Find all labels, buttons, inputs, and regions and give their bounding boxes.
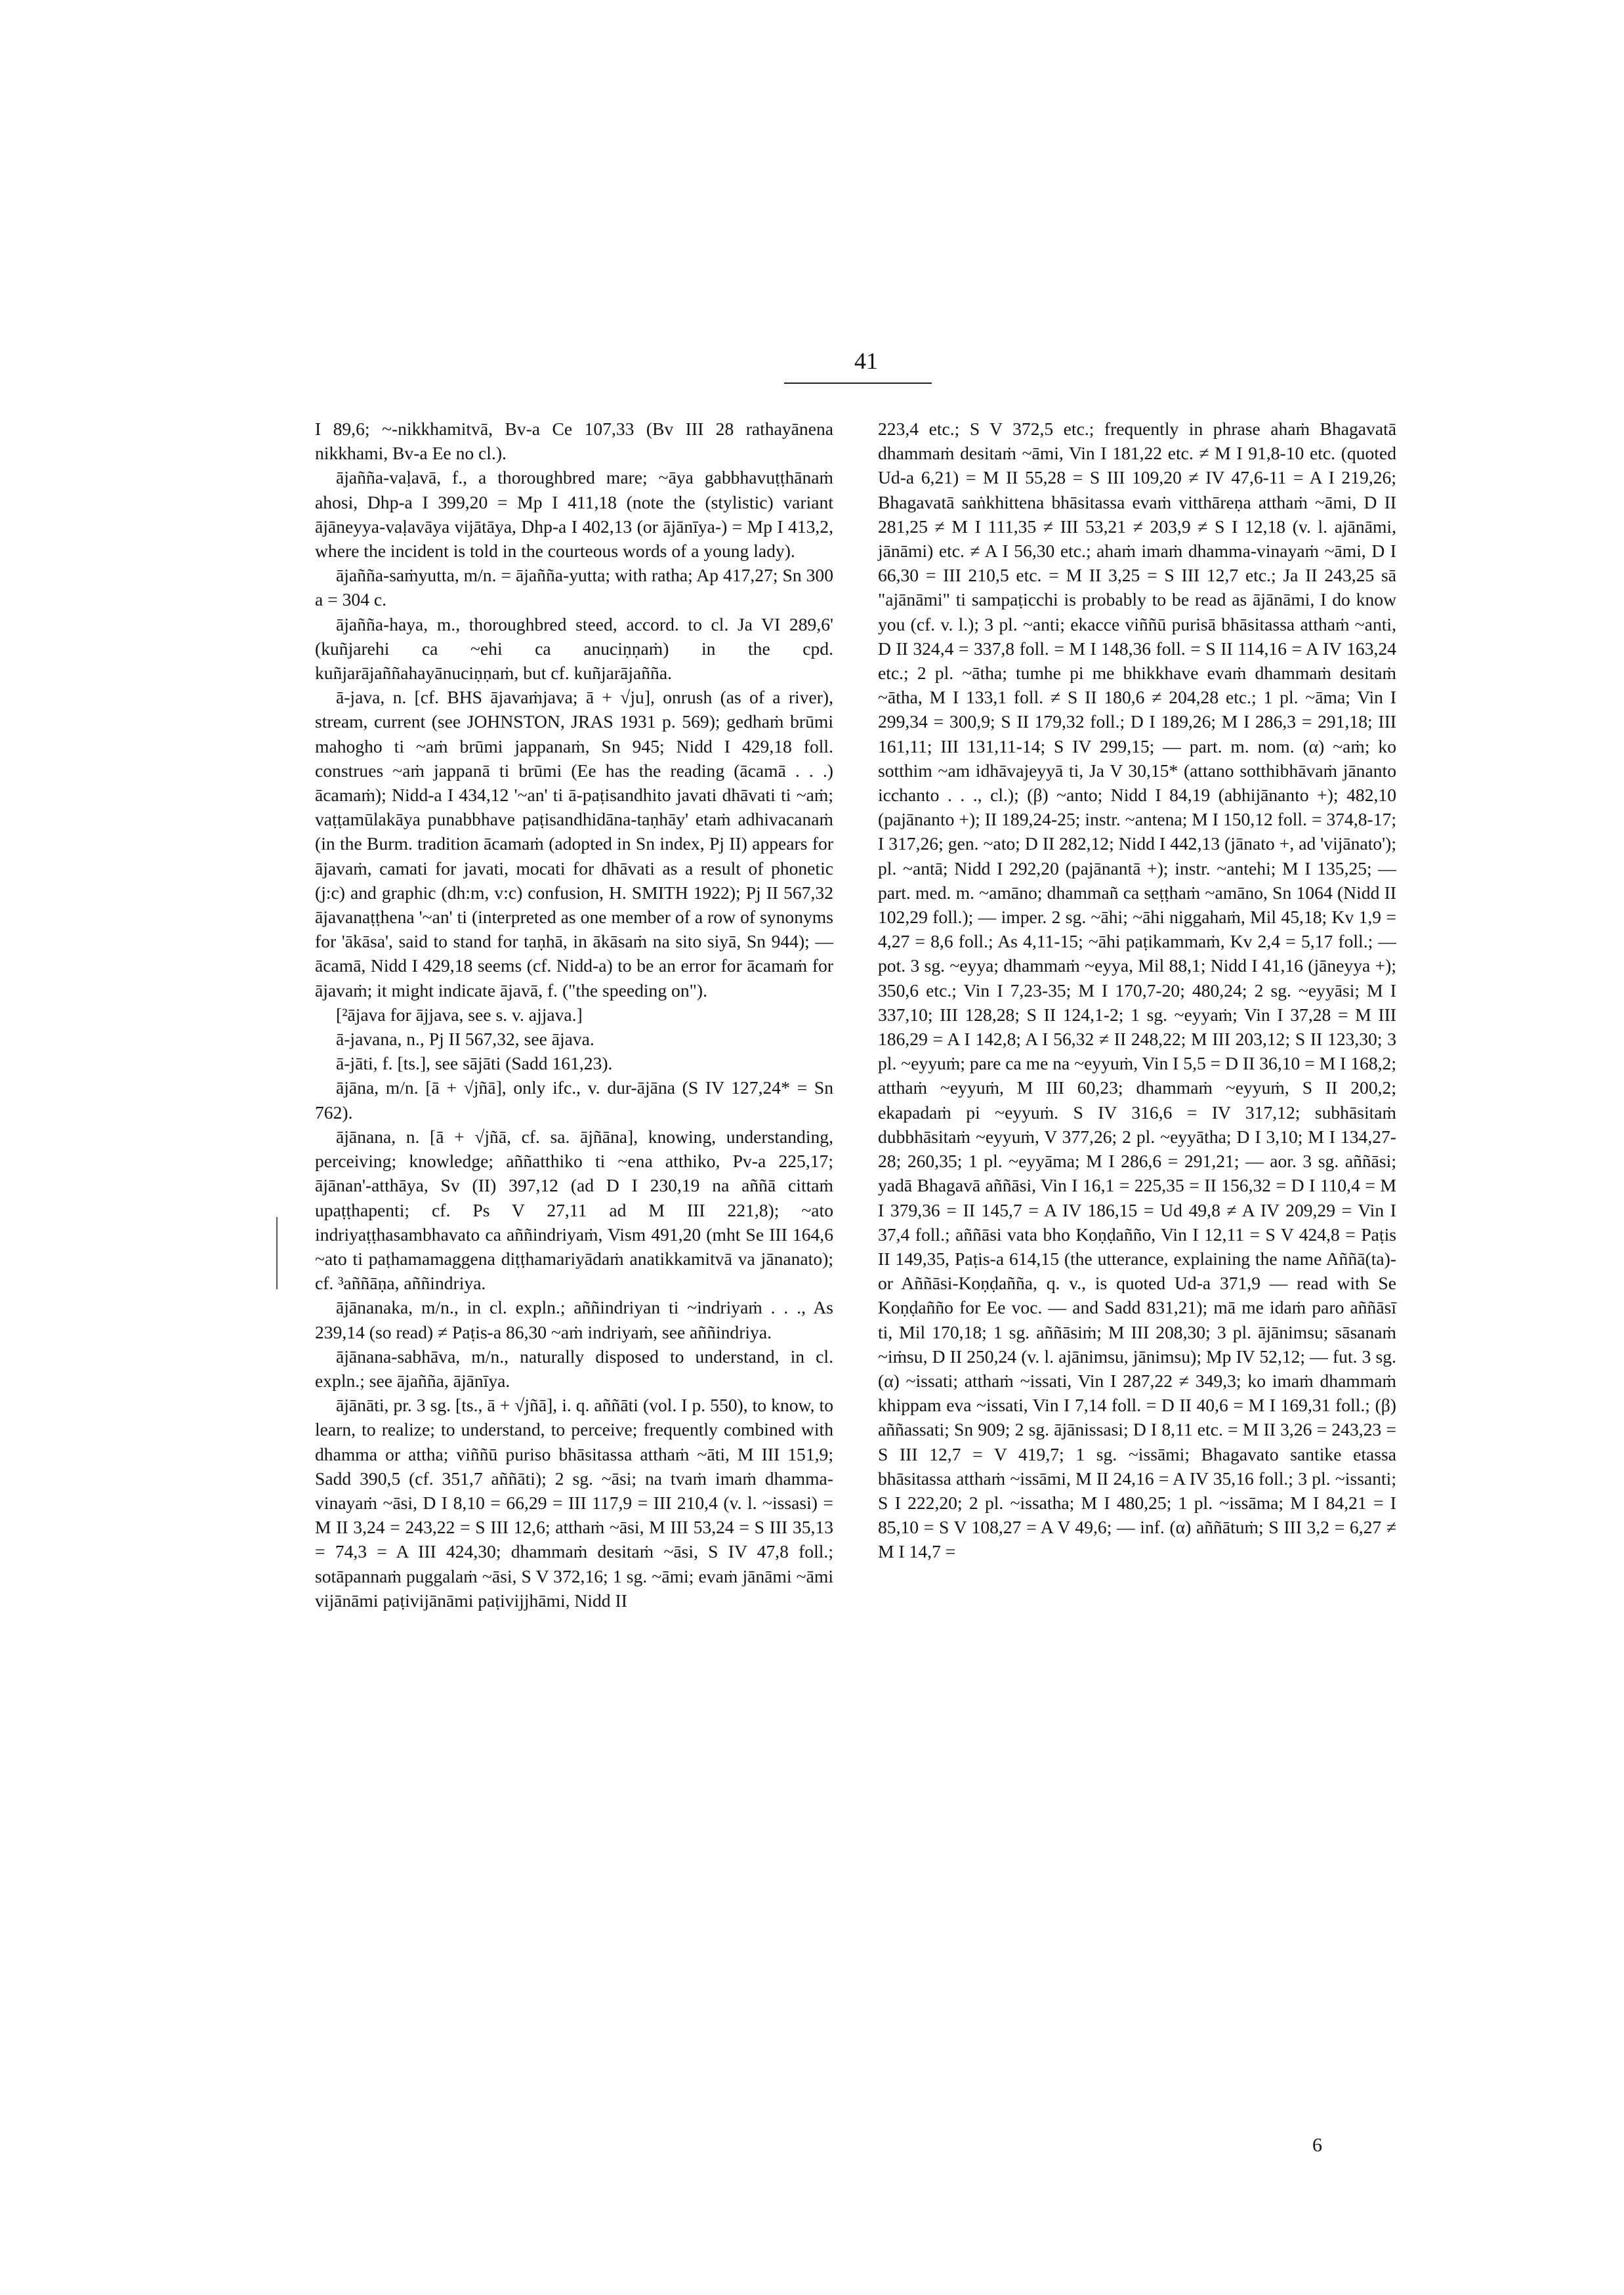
header-rule	[784, 382, 932, 384]
entry-ajanana: ājānana, n. [ā + √jñā, cf. sa. ājñāna], knowing, understanding, perceiving; knowledge; aññatthiko ti ~ena atthiko, Pv-a 225,17; ājānan'-atthāya, Sv (II) 397,12 (ad D I 230,19 na aññā cittaṁ upaṭṭhapenti; cf. Ps V 27,11 ad M III 221,8); ~ato indriyaṭṭhasambhavato ca aññindriyaṁ, Vism 491,20 (mht Se III 164,6 ~ato ti paṭhamamaggena diṭṭhamariyādaṁ anatikkamitvā va jānanato); cf. ³aññāṇa, aññindriya.	[315, 1126, 833, 1294]
entry-ajanati-continued: 223,4 etc.; S V 372,5 etc.; frequently in phrase ahaṁ Bhagavatā dhammaṁ desitaṁ ~āmi, Vin I 181,22 etc. ≠ M I 91,8-10 etc. (quoted Ud-a 6,21) = M II 55,28 = S III 109,20 ≠ IV 47,6-11 = A I 219,26; Bhagavatā saṅkhittena bhāsitassa evaṁ vitthāreṇa atthaṁ ~āmi, D II 281,25 ≠ M I 111,35 ≠ III 53,21 ≠ 203,9 ≠ S I 12,18 (v. l. ajānāmi, jānāmi) etc. ≠ A I 56,30 etc.; ahaṁ imaṁ dhamma-vinayaṁ ~āmi, D I 66,30 = III 210,5 etc. = M II 3,25 = S III 12,7 etc.; Ja II 243,25 sā "ajānāmi" ti sampaṭicchi is probably to be read as ājānāmi, I do know you (cf. v. l.); 3 pl. ~anti; ekacce viññū purisā bhāsitassa atthaṁ ~anti, D II 324,4 = 337,8 foll. = M I 148,36 foll. = S II 114,16 = A IV 163,24 etc.; 2 pl. ~ātha; tumhe pi me bhikkhave evaṁ dhammaṁ desitaṁ ~ātha, M I 133,1 foll. ≠ S II 180,6 ≠ 204,28 etc.; 1 pl. ~āma; Vin I 299,34 = 300,9; S II 179,32 foll.; D I 189,26; M I 286,3 = 291,18; III 161,11; III 131,11-14; S IV 299,15; — part. m. nom. (α) ~aṁ; ko sotthim ~am idhāvajeyyā ti, Ja V 30,15* (attano sotthibhāvaṁ jānanto icchanto . . ., cl.); (β) ~anto; Nidd I 84,19 (abhijānanto +); 482,10 (pajānanto +); II 189,24-25; instr. ~antena; M I 150,12 foll. = 374,8-17; I 317,26; gen. ~ato; D II 282,12; Nidd I 442,13 (jānato +, ad 'vijānato'); pl. ~antā; Nidd I 292,20 (pajānantā +); instr. ~antehi; M I 135,25; — part. med. m. ~amāno; dhammañ ca seṭṭhaṁ ~amāno, Sn 1064 (Nidd II 102,29 foll.); — imper. 2 sg. ~āhi; ~āhi niggahaṁ, Mil 45,18; Kv 1,9 = 4,27 = 8,6 foll.; As 4,11-15; ~āhi paṭikammaṁ, Kv 2,4 = 5,17 foll.; — pot. 3 sg. ~eyya; dhammaṁ ~eyya, Mil 88,1; Nidd I 41,16 (jāneyya +); 350,6 etc.; Vin I 7,23-35; M I 170,7-20; 480,24; 2 sg. ~eyyāsi; M I 337,10; III 128,28; S II 124,1-2; 1 sg. ~eyyaṁ; Vin I 37,28 = M III 186,29 = A I 142,8; A I 56,32 ≠ II 248,22; M III 203,12; S II 123,30; 3 pl. ~eyyuṁ; pare ca me na ~eyyuṁ, Vin I 5,5 = D II 36,10 = M I 168,2; atthaṁ ~eyyuṁ, M III 60,23; dhammaṁ ~eyyuṁ, S II 200,2; ekapadaṁ pi ~eyyuṁ. S IV 316,6 = IV 317,12; subhāsitaṁ dubbhāsitaṁ ~eyyuṁ, V 377,26; 2 pl. ~eyyātha; D I 3,10; M I 134,27-28; 260,35; 1 pl. ~eyyāma; M I 286,6 = 291,21; — aor. 3 sg. aññāsi; yadā Bhagavā aññāsi, Vin I 16,1 = 225,35 = II 156,32 = D I 110,4 = M I 379,36 = II 145,7 = A IV 186,15 = Ud 49,8 ≠ A IV 209,29 = Vin I 37,4 foll.; aññāsi vata bho Koṇḍañño, Vin I 12,11 = S V 424,8 = Paṭis II 149,35, Paṭis-a 614,15 (the utterance, explaining the name Aññā(ta)- or Aññāsi-Koṇḍañña, q. v., is quoted Ud-a 371,9 — read with Se Koṇḍañño for Ee voc. — and Sadd 831,21); mā me idaṁ paro aññāsī ti, Mil 170,18; 1 sg. aññāsiṁ; M III 208,30; 3 pl. ājānimsu; sāsanaṁ ~iṁsu, D II 250,24 (v. l. ajānimsu, jānimsu); Mp IV 52,12; — fut. 3 sg. (α) ~issati; atthaṁ ~issati, Vin I 287,22 ≠ 349,3; ko imaṁ dhammaṁ khippam eva ~issati, Vin I 7,14 foll. = D II 40,6 = M I 169,31 foll.; (β) aññassati; Sn 909; 2 sg. ājānissasi; D I 8,11 etc. = M II 3,26 = 243,23 = S III 12,7 = V 419,7; 1 sg. ~issāmi; Bhagavato santike etassa bhāsitassa atthaṁ ~issāmi, M II 24,16 = A IV 35,16 foll.; 3 pl. ~issanti; S I 222,20; 2 pl. ~issatha; M I 480,25; 1 pl. ~issāma; M I 84,21 = I 85,10 = S V 108,27 = A V 49,6; — inf. (α) aññātuṁ; S III 3,2 = 6,27 ≠ M I 14,7 =	[878, 419, 1396, 1562]
margin-mark	[276, 1217, 278, 1289]
entry-a-javana: ā-javana, n., Pj II 567,32, see ājava.	[336, 1029, 594, 1050]
entry-ajanati: ājānāti, pr. 3 sg. [ts., ā + √jñā], i. q. aññāti (vol. I p. 550), to know, to learn, to realize; to understand, to perceive; frequently combined with dhamma or attha; viññū puriso bhāsitassa atthaṁ ~āti, M III 151,9; Sadd 390,5 (cf. 351,7 aññāti); 2 sg. ~āsi; na tvaṁ imaṁ dhamma-vinayaṁ ~āsi, D I 8,10 = 66,29 = III 117,9 = III 210,4 (v. l. ~issasi) = M II 3,24 = 243,22 = S III 12,6; atthaṁ ~āsi, M III 53,24 = S III 35,13 = 74,3 = A III 424,30; dhammaṁ desitaṁ ~āsi, S IV 47,8 foll.; sotāpannaṁ puggalaṁ ~āsi, S V 372,16; 1 sg. ~āmi; evaṁ jānāmi ~āmi vijānāmi paṭivijānāmi paṭivijjhāmi, Nidd II	[315, 1395, 833, 1611]
entry-a-java: ā-java, n. [cf. BHS ājavaṁjava; ā + √ju], onrush (as of a river), stream, current (see JOHNSTON, JRAS 1931 p. 569); gedhaṁ brūmi mahogho ti ~aṁ brūmi jappanaṁ, Sn 945; Nidd I 429,18 foll. construes ~aṁ jappanā ti brūmi (Ee has the reading (ācamā . . .) ācamaṁ); Nidd-a I 434,12 '~an' ti ā-paṭisandhito javati dhāvati ti ~aṁ; vaṭṭamūlakāya punabbhave paṭisandhidāna-taṇhāy' etaṁ adhivacanaṁ (in the Burm. tradition ācamaṁ (adopted in Sn index, Pj II) appears for ājavaṁ, camati for javati, mocati for dhāvati as a result of phonetic (j:c) and graphic (dh:m, v:c) confusion, H. SMITH 1922); Pj II 567,32 ājavanaṭṭhena '~an' ti (interpreted as one member of a row of synonyms for 'ākāsa', said to stand for taṇhā, in ākāsaṁ na sito siyā, Sn 944); — ācamā, Nidd I 429,18 seems (cf. Nidd-a) to be an error for ācamaṁ for ājavaṁ; it might indicate ājavā, f. ("the speeding on").	[315, 687, 833, 1001]
entry-ajanna-haya: ājañña-haya, m., thoroughbred steed, accord. to cl. Ja VI 289,6' (kuñjarehi ca ~ehi ca anuciṇṇaṁ) in the cpd. kuñjarājaññahayānuciṇṇaṁ, but cf. kuñjarājañña.	[315, 613, 833, 684]
entry-ajanna-valava: ājañña-vaḷavā, f., a thoroughbred mare; ~āya gabbhavuṭṭhānaṁ ahosi, Dhp-a I 399,20 = Mp I 411,18 (note the (stylistic) variant ājāneyya-vaḷavāya vijātāya, Dhp-a I 402,13 (or ājānīya-) = Mp I 413,2, where the incident is told in the courteous words of a young lady).	[315, 467, 833, 562]
right-column	[878, 417, 1396, 1564]
signature-mark: 6	[1312, 2134, 1322, 2156]
page-number: 41	[854, 348, 878, 374]
entry-a-jati: ā-jāti, f. [ts.], see sājāti (Sadd 161,23).	[336, 1053, 613, 1074]
entry-ajanna-samyutta: ājañña-saṁyutta, m/n. = ājañña-yutta; with ratha; Ap 417,27; Sn 300 a = 304 c.	[315, 565, 833, 610]
entry-ajava-note: [²ājava for ājjava, see s. v. ajjava.]	[336, 1004, 583, 1025]
entry-continuation: I 89,6; ~-nikkhamitvā, Bv-a Ce 107,33 (Bv III 28 rathayānena nikkhami, Bv-a Ee no cl.).	[315, 419, 833, 464]
entry-ajana: ājāna, m/n. [ā + √jñā], only ifc., v. dur-ājāna (S IV 127,24* = Sn 762).	[315, 1077, 833, 1123]
entry-ajanana-sabhava: ājānana-sabhāva, m/n., naturally disposed to understand, in cl. expln.; see ājañña, ājānīya.	[315, 1346, 833, 1391]
entry-ajananaka: ājānanaka, m/n., in cl. expln.; aññindriyan ti ~indriyaṁ . . ., As 239,14 (so read) ≠ Paṭis-a 86,30 ~aṁ indriyaṁ, see aññindriya.	[315, 1297, 833, 1342]
left-column	[315, 417, 833, 1613]
